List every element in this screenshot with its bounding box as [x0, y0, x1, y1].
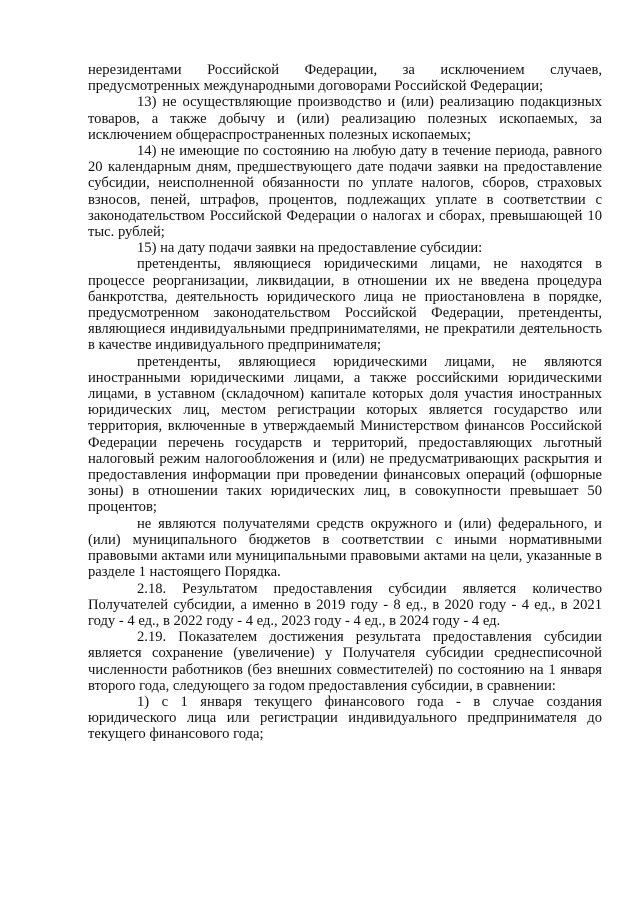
paragraph-legal-entities-status: претенденты, являющиеся юридическими лицами, не находятся в процессе реорганизации, ликвидации, в отношении их не введена процедура банкротства, деятельность юридического лица не приостановлена в порядке, предусмотренном законодательством Российской Федерации, претенденты, являющиеся индивидуальными предпринимателями, не прекратили деятельность в качестве индивидуального предпринимателя; — [88, 256, 602, 354]
document-page — [88, 62, 602, 743]
paragraph-item-14: 14) не имеющие по состоянию на любую дату в течение периода, равного 20 календарным дням, предшествующего дате подачи заявки на предоставление субсидии, неисполненной обязанности по уплате налогов, сборов, страховых взносов, пеней, штрафов, процентов, подлежащих уплате в соответствии с законодательством Российской Федерации о налогах и сборах, превышающей 10 тыс. рублей; — [88, 143, 602, 241]
paragraph-item-13: 13) не осуществляющие производство и (или) реализацию подакцизных товаров, а также добычу и (или) реализацию полезных ископаемых, за исключением общераспространенных полезных ископаемых; — [88, 94, 602, 143]
paragraph-budget-recipients: не являются получателями средств окружного и (или) федерального, и (или) муниципального бюджетов в соответствии с иными нормативными правовыми актами или муниципальными правовыми актами на цели, указанные в разделе 1 настоящего Порядка. — [88, 515, 602, 581]
paragraph-2-18: 2.18. Результатом предоставления субсидии является количество Получателей субсидии, а именно в 2019 году - 8 ед., в 2020 году - 4 ед., в 2021 году - 4 ед., в 2022 году - 4 ед., 2023 году - 4 ед., в 2024 году - 4 ед. — [88, 580, 602, 629]
paragraph-2-19: 2.19. Показателем достижения результата предоставления субсидии является сохранение (увеличение) у Получателя субсидии среднесписочной численности работников (без внешних совместителей) по состоянию на 1 января второго года, следующего за годом предоставления субсидии, в сравнении: — [88, 629, 602, 694]
paragraph-foreign-entities: претенденты, являющиеся юридическими лицами, не являются иностранными юридическими лицами, а также российскими юридическими лицами, в уставном (складочном) капитале которых доля участия иностранных юридических лиц, местом регистрации которых является государство или территория, включенные в утверждаемый Министерством финансов Российской Федерации перечень государств и территорий, предоставляющих льготный налоговый режим налогообложения и (или) не предусматривающих раскрытия и предоставления информации при проведении финансовых операций (офшорные зоны) в отношении таких юридических лиц, в совокупности превышает 50 процентов; — [88, 353, 602, 516]
paragraph-continuation: нерезидентами Российской Федерации, за исключением случаев, предусмотренных международными договорами Российской Федерации; — [88, 62, 602, 95]
paragraph-item-15: 15) на дату подачи заявки на предоставление субсидии: — [137, 240, 483, 257]
paragraph-2-19-item-1: 1) с 1 января текущего финансового года - в случае создания юридического лица или регистрации индивидуального предпринимателя до текущего финансового года; — [88, 693, 602, 743]
